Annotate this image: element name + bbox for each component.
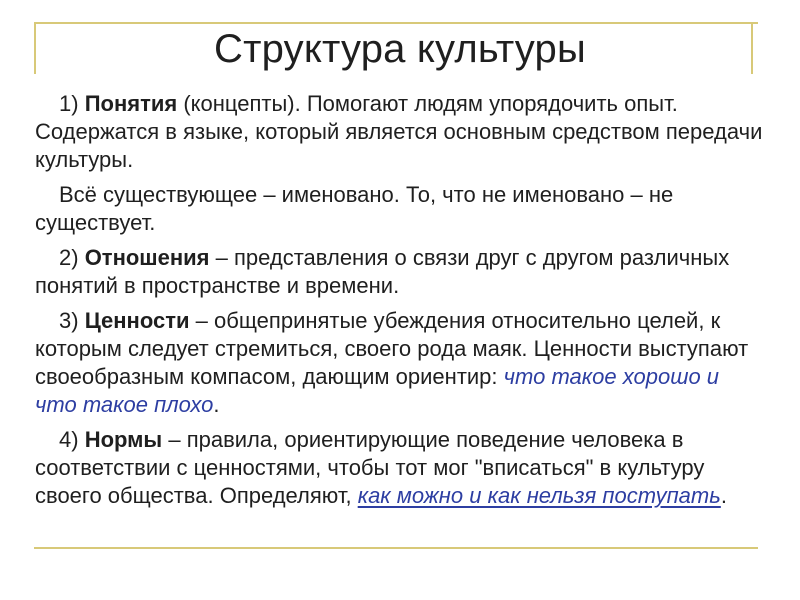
term-concepts: Понятия bbox=[84, 91, 178, 116]
paragraph-number: 1) bbox=[59, 91, 85, 116]
paragraph-text: Всё существующее – именовано. То, что не именовано – не существует. bbox=[35, 182, 674, 235]
paragraph-number: 3) bbox=[59, 308, 85, 333]
decorative-top-border bbox=[34, 22, 758, 24]
paragraph-number: 2) bbox=[59, 245, 85, 270]
paragraph-suffix: . bbox=[720, 483, 727, 508]
paragraph-suffix: . bbox=[213, 392, 220, 417]
term-relations: Отношения bbox=[84, 245, 210, 270]
term-values: Ценности bbox=[84, 308, 190, 333]
paragraph-named-existence bbox=[35, 181, 765, 237]
slide-title: Структура культуры bbox=[214, 27, 586, 71]
accent-underlined-text: как можно и как нельзя поступать bbox=[357, 483, 721, 508]
paragraph-relations bbox=[35, 244, 765, 300]
slide-content bbox=[35, 90, 765, 510]
accent-text: что такое хорошо и что такое плохо bbox=[35, 364, 720, 417]
paragraph-concepts bbox=[35, 90, 765, 174]
decorative-bottom-border bbox=[34, 547, 758, 549]
term-norms: Нормы bbox=[84, 427, 163, 452]
paragraph-number: 4) bbox=[59, 427, 85, 452]
paragraph-text: – представления о связи друг с другом различных понятий в пространстве и времени. bbox=[35, 245, 730, 298]
paragraph-text: – общепринятые убеждения относительно целей, к которым следует стремиться, своего рода маяк. Ценности выступают своеобразным компасом, дающим ориентир: bbox=[35, 308, 749, 389]
paragraph-text: – правила, ориентирующие поведение человека в соответствии с ценностями, чтобы тот мог "вписаться" в культуру своего общества. Определяют, bbox=[35, 427, 705, 508]
paragraph-text: (концепты). Помогают людям упорядочить опыт. Содержатся в языке, который является основным средством передачи культуры. bbox=[35, 91, 763, 172]
paragraph-norms bbox=[35, 426, 765, 510]
paragraph-values bbox=[35, 307, 765, 419]
